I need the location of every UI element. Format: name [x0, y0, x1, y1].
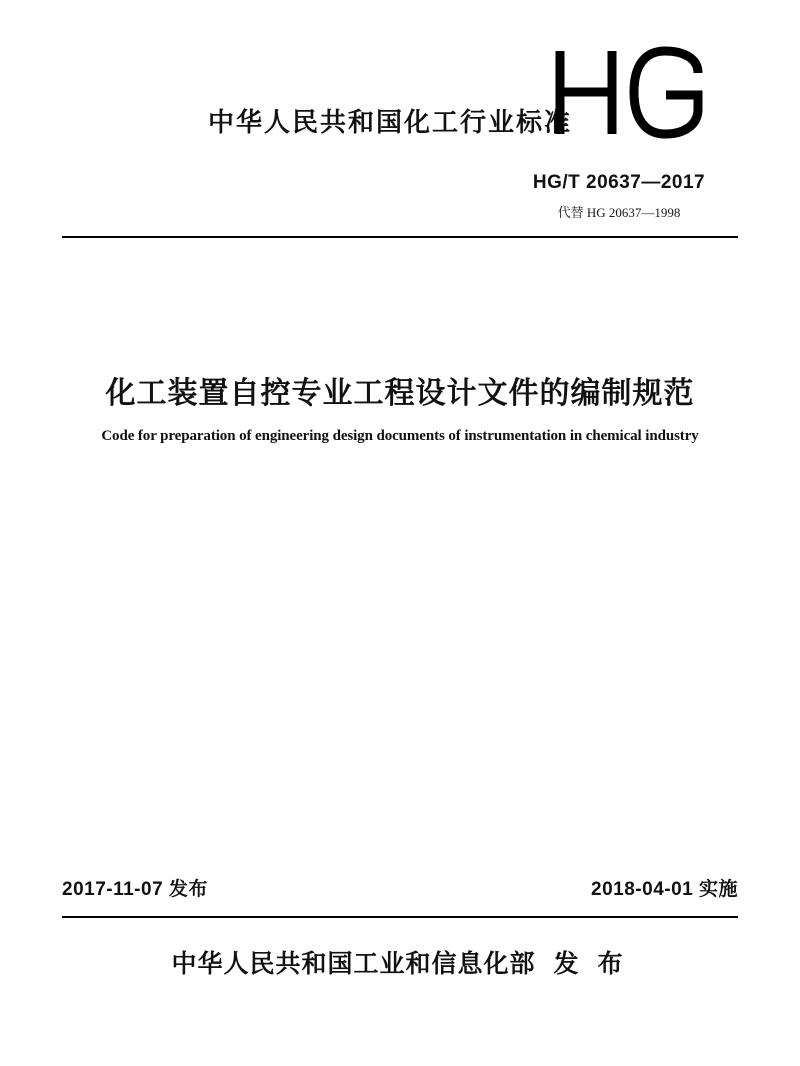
publisher-name: 中华人民共和国工业和信息化部: [171, 950, 536, 978]
publisher-line: [62, 944, 738, 980]
standard-number: HG/T 20637—2017: [532, 172, 706, 193]
standard-authority-title: 中华人民共和国化工行业标准: [208, 107, 573, 137]
footer-divider-rule: [62, 916, 738, 918]
hg-monogram-logo: [550, 45, 705, 140]
page-title-english: Code for preparation of engineering design documents of instrumentation in chemical industry: [101, 428, 699, 444]
publisher-verb: 发 布: [553, 950, 629, 978]
standard-replaces-note: 代替 HG 20637—1998: [557, 205, 681, 220]
effective-date: 2018-04-01 实施: [591, 879, 738, 900]
cover-header: [62, 40, 738, 230]
page-title-chinese: 化工装置自控专业工程设计文件的编制规范: [105, 377, 695, 410]
issue-date: 2017-11-07 发布: [62, 879, 208, 900]
header-divider-rule: [62, 236, 738, 238]
